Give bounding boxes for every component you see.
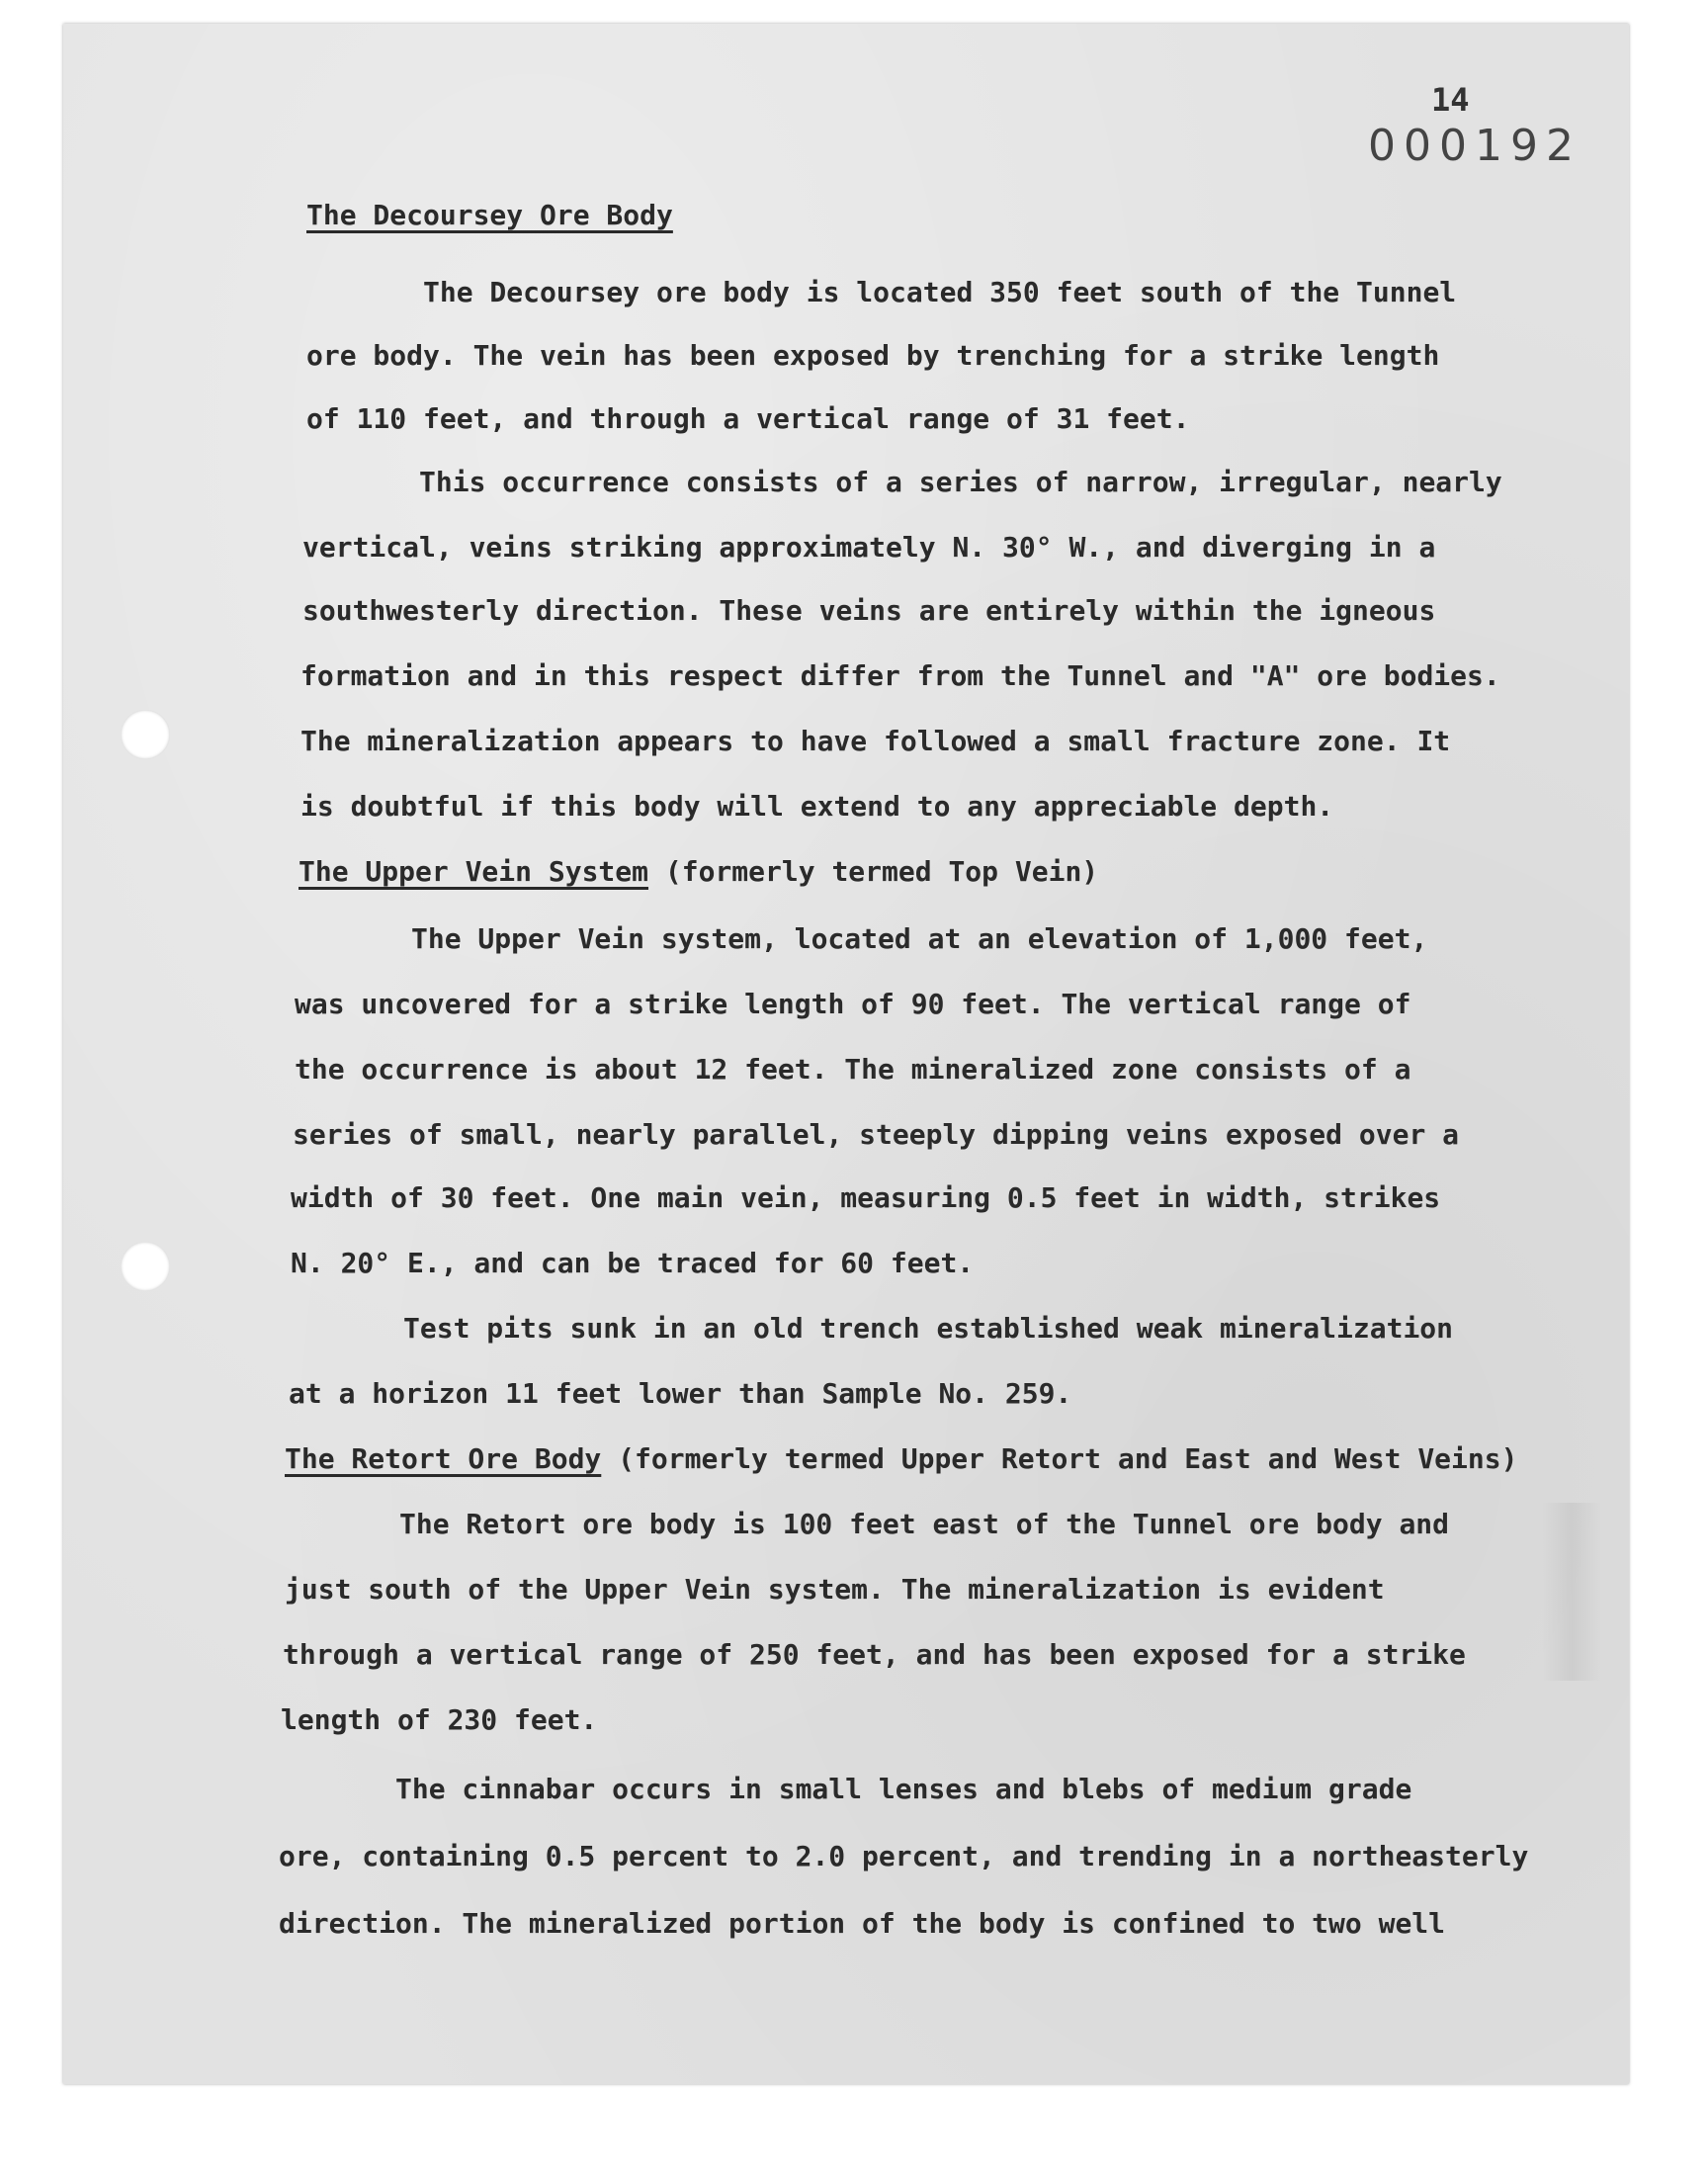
section-heading-upper-vein: The Upper Vein System	[299, 855, 649, 888]
punch-hole	[121, 1242, 170, 1291]
paragraph-line: through a vertical range of 250 feet, and has been exposed for a strike	[283, 1638, 1466, 1671]
punch-hole	[121, 710, 170, 759]
paragraph-line: just south of the Upper Vein system. The mineralization is evident	[285, 1573, 1385, 1606]
paragraph-line: length of 230 feet.	[281, 1703, 598, 1736]
paragraph-line: The Retort ore body is 100 feet east of the Tunnel ore body and	[399, 1508, 1450, 1540]
paragraph-line: vertical, veins striking approximately N. 30° W., and diverging in a	[302, 531, 1436, 564]
document-number: 000192	[1368, 121, 1581, 171]
paragraph-line: was uncovered for a strike length of 90 feet. The vertical range of	[295, 988, 1411, 1020]
section-heading-note: (formerly termed Upper Retort and East and West Veins)	[618, 1442, 1518, 1475]
paragraph-line: The Decoursey ore body is located 350 feet south of the Tunnel	[423, 276, 1457, 308]
paragraph-line: formation and in this respect differ from the Tunnel and "A" ore bodies.	[300, 659, 1500, 692]
paragraph-line: of 110 feet, and through a vertical range of 31 feet.	[306, 402, 1190, 435]
paragraph-line: This occurrence consists of a series of narrow, irregular, nearly	[419, 466, 1502, 498]
paragraph-line: ore body. The vein has been exposed by trenching for a strike length	[306, 339, 1440, 372]
paragraph-line: The Upper Vein system, located at an elevation of 1,000 feet,	[411, 922, 1428, 955]
paragraph-line: N. 20° E., and can be traced for 60 feet.	[291, 1247, 975, 1279]
paragraph-line: Test pits sunk in an old trench established weak mineralization	[403, 1312, 1454, 1345]
paragraph-line: at a horizon 11 feet lower than Sample No. 259.	[289, 1377, 1072, 1410]
paragraph-line: the occurrence is about 12 feet. The mineralized zone consists of a	[295, 1053, 1411, 1086]
paragraph-line: direction. The mineralized portion of the body is confined to two well	[279, 1907, 1446, 1940]
paragraph-line: is doubtful if this body will extend to any appreciable depth.	[300, 790, 1334, 823]
paragraph-line: ore, containing 0.5 percent to 2.0 percent, and trending in a northeasterly	[279, 1840, 1529, 1872]
paragraph-line: southwesterly direction. These veins are entirely within the igneous	[302, 594, 1436, 627]
section-heading-decoursey: The Decoursey Ore Body	[306, 199, 673, 231]
paragraph-line: The mineralization appears to have followed a small fracture zone. It	[300, 725, 1451, 757]
paragraph-line: width of 30 feet. One main vein, measuring 0.5 feet in width, strikes	[291, 1181, 1441, 1214]
section-heading-row-retort	[285, 1439, 1708, 1479]
page-number: 14	[1431, 81, 1470, 119]
paragraph-line: series of small, nearly parallel, steeply dipping veins exposed over a	[293, 1118, 1460, 1151]
paragraph-line: The cinnabar occurs in small lenses and blebs of medium grade	[395, 1773, 1412, 1805]
section-heading-note: (formerly termed Top Vein)	[664, 855, 1099, 888]
section-heading-row-upper-vein	[299, 852, 1708, 892]
section-heading-retort: The Retort Ore Body	[285, 1442, 602, 1475]
